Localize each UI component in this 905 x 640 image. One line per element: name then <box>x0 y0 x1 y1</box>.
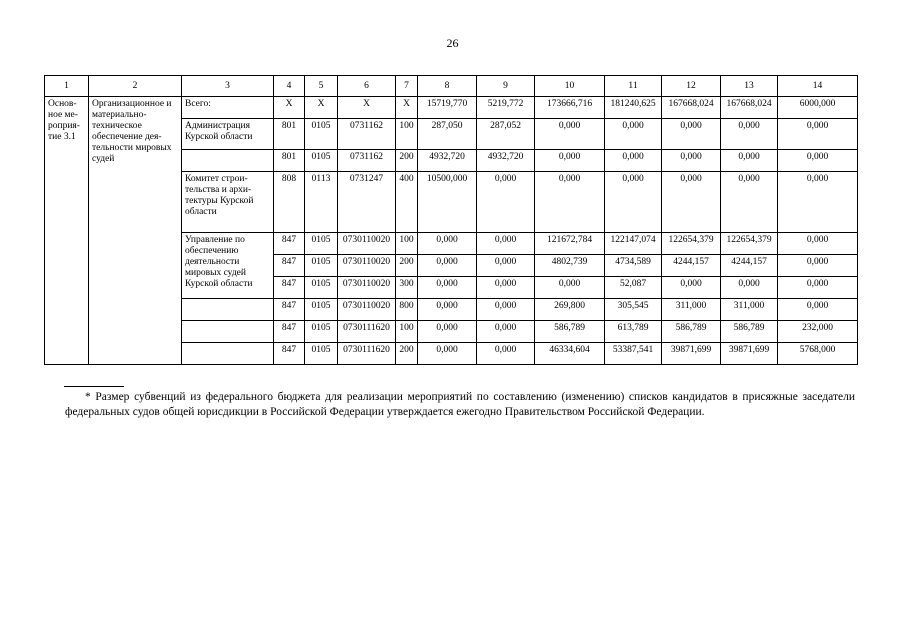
table-cell: 200 <box>396 150 418 172</box>
table-cell: 801 <box>274 119 305 150</box>
table-cell: 0105 <box>305 255 338 277</box>
table-cell: 613,789 <box>605 321 662 343</box>
table-cell: 39871,699 <box>662 343 721 365</box>
table-cell: 0,000 <box>778 150 858 172</box>
table-row <box>45 97 858 119</box>
col-header: 11 <box>605 76 662 97</box>
table-cell: X <box>338 97 396 119</box>
table-cell: 39871,699 <box>721 343 778 365</box>
table-cell: 0730111620 <box>338 321 396 343</box>
table-cell: 5768,000 <box>778 343 858 365</box>
table-cell: 52,087 <box>605 277 662 299</box>
col-header: 1 <box>45 76 89 97</box>
table-cell: 0,000 <box>418 255 477 277</box>
table-cell: 0113 <box>305 172 338 233</box>
table-cell: 0105 <box>305 343 338 365</box>
header-row <box>45 76 858 97</box>
table-cell: 173666,716 <box>535 97 605 119</box>
col-header: 12 <box>662 76 721 97</box>
table-cell: 15719,770 <box>418 97 477 119</box>
table-cell: 0,000 <box>778 277 858 299</box>
table-cell: 300 <box>396 277 418 299</box>
table-cell: 122654,379 <box>721 233 778 255</box>
table-cell: 0,000 <box>662 150 721 172</box>
row-label-empty <box>182 321 274 343</box>
table-cell: 0,000 <box>418 321 477 343</box>
table-cell: 4932,720 <box>477 150 535 172</box>
table-cell: 0105 <box>305 233 338 255</box>
table-cell: 0,000 <box>662 277 721 299</box>
table-cell: 847 <box>274 299 305 321</box>
row-label: Всего: <box>182 97 274 119</box>
table-cell: 0,000 <box>721 150 778 172</box>
col-header: 8 <box>418 76 477 97</box>
table-cell: 847 <box>274 321 305 343</box>
table-cell: 0,000 <box>418 343 477 365</box>
table-cell: 311,000 <box>662 299 721 321</box>
table-cell: 4932,720 <box>418 150 477 172</box>
table-cell: 200 <box>396 255 418 277</box>
table-cell: 400 <box>396 172 418 233</box>
table-cell: 10500,000 <box>418 172 477 233</box>
table-cell: 100 <box>396 321 418 343</box>
table-cell: 801 <box>274 150 305 172</box>
table-cell: 0730110020 <box>338 233 396 255</box>
table-cell: 0,000 <box>605 119 662 150</box>
table-cell: 586,789 <box>662 321 721 343</box>
col-header: 9 <box>477 76 535 97</box>
table-cell: 4244,157 <box>662 255 721 277</box>
table-cell: 232,000 <box>778 321 858 343</box>
activity-name-cell: Организационное и материально-техническое обеспечение деятельности мировых судей <box>89 97 182 365</box>
table-cell: 122654,379 <box>662 233 721 255</box>
table-cell: 0,000 <box>662 119 721 150</box>
col-header: 4 <box>274 76 305 97</box>
table-cell: 269,800 <box>535 299 605 321</box>
table-cell: 0730110020 <box>338 255 396 277</box>
table-cell: 808 <box>274 172 305 233</box>
table-cell: 0,000 <box>418 233 477 255</box>
activity-code-cell: Основное мероприятие 3.1 <box>45 97 89 365</box>
table-cell: 4734,589 <box>605 255 662 277</box>
table-cell: 167668,024 <box>662 97 721 119</box>
table-cell: 287,050 <box>418 119 477 150</box>
table-cell: 0,000 <box>535 172 605 233</box>
table-cell: 0,000 <box>721 277 778 299</box>
table-cell: 0,000 <box>477 172 535 233</box>
footnote: * Размер субвенций из федерального бюджета для реализации мероприятий по составлению (изменению) списков кандидатов в присяжные заседатели федеральных судов общей юрисдикции в Российской Федерации утверждается ежегодно Правительством Российской Федерации. <box>65 391 855 418</box>
table-cell: 0105 <box>305 321 338 343</box>
col-header: 2 <box>89 76 182 97</box>
table-cell: 4244,157 <box>721 255 778 277</box>
table-cell: 800 <box>396 299 418 321</box>
table-cell: 0,000 <box>477 233 535 255</box>
row-label: Комитет строительства и архитектуры Курской области <box>182 172 274 233</box>
table-cell: 0,000 <box>778 119 858 150</box>
col-header: 6 <box>338 76 396 97</box>
table-cell: 0,000 <box>535 119 605 150</box>
table-cell: 0,000 <box>418 299 477 321</box>
table-cell: 0,000 <box>778 255 858 277</box>
col-header: 7 <box>396 76 418 97</box>
table-cell: 0105 <box>305 299 338 321</box>
row-label: Управление по обеспечению деятельности мировых судей Курской области <box>182 233 274 299</box>
col-header: 5 <box>305 76 338 97</box>
table-cell: X <box>396 97 418 119</box>
table-cell: 847 <box>274 233 305 255</box>
table-cell: 0,000 <box>535 150 605 172</box>
row-label-empty <box>182 343 274 365</box>
table-cell: 0,000 <box>477 321 535 343</box>
table-cell: 0,000 <box>535 277 605 299</box>
table-cell: X <box>305 97 338 119</box>
table-cell: 0105 <box>305 150 338 172</box>
table-cell: 0,000 <box>477 299 535 321</box>
table-cell: 586,789 <box>721 321 778 343</box>
table-cell: 122147,074 <box>605 233 662 255</box>
page-number: 26 <box>446 36 459 50</box>
table-cell: 0,000 <box>778 299 858 321</box>
row-label-empty <box>182 299 274 321</box>
footnote-divider <box>64 386 124 387</box>
table-cell: 0105 <box>305 119 338 150</box>
table-cell: 0,000 <box>477 343 535 365</box>
table-cell: 6000,000 <box>778 97 858 119</box>
col-header: 14 <box>778 76 858 97</box>
col-header: 13 <box>721 76 778 97</box>
table-cell: 0730111620 <box>338 343 396 365</box>
table-cell: 121672,784 <box>535 233 605 255</box>
table-cell: 847 <box>274 343 305 365</box>
table-cell: 0,000 <box>778 233 858 255</box>
table-cell: 0105 <box>305 277 338 299</box>
table-cell: 0,000 <box>721 119 778 150</box>
col-header: 10 <box>535 76 605 97</box>
table-cell: 4802,739 <box>535 255 605 277</box>
table-cell: 0,000 <box>605 150 662 172</box>
table-cell: 847 <box>274 277 305 299</box>
row-label-empty <box>182 150 274 172</box>
table-cell: 311,000 <box>721 299 778 321</box>
table-cell: X <box>274 97 305 119</box>
table-cell: 0730110020 <box>338 277 396 299</box>
table-cell: 100 <box>396 233 418 255</box>
table-cell: 0,000 <box>605 172 662 233</box>
table-cell: 0,000 <box>418 277 477 299</box>
table-cell: 305,545 <box>605 299 662 321</box>
table-cell: 181240,625 <box>605 97 662 119</box>
table-cell: 586,789 <box>535 321 605 343</box>
table-cell: 100 <box>396 119 418 150</box>
row-label: Администрация Курской области <box>182 119 274 150</box>
table-cell: 0731162 <box>338 150 396 172</box>
table-cell: 200 <box>396 343 418 365</box>
table-cell: 0,000 <box>477 255 535 277</box>
table-cell: 0,000 <box>721 172 778 233</box>
table-cell: 0,000 <box>778 172 858 233</box>
col-header: 3 <box>182 76 274 97</box>
budget-table <box>44 75 858 365</box>
table-cell: 167668,024 <box>721 97 778 119</box>
table-cell: 46334,604 <box>535 343 605 365</box>
table-cell: 0730110020 <box>338 299 396 321</box>
table-cell: 0731162 <box>338 119 396 150</box>
table-cell: 0731247 <box>338 172 396 233</box>
table-cell: 847 <box>274 255 305 277</box>
table-cell: 0,000 <box>662 172 721 233</box>
table-cell: 0,000 <box>477 277 535 299</box>
table-cell: 53387,541 <box>605 343 662 365</box>
table-cell: 287,052 <box>477 119 535 150</box>
table-cell: 5219,772 <box>477 97 535 119</box>
